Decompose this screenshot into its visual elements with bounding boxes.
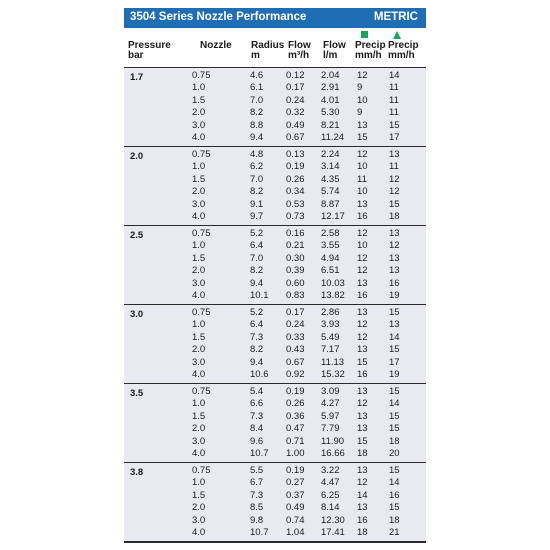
precip-square-cell: 13 [357, 502, 368, 514]
table-row [124, 174, 426, 186]
precip-triangle-cell: 18 [389, 435, 400, 447]
precip-triangle-cell: 12 [389, 240, 400, 252]
nozzle-cell: 2.0 [192, 265, 206, 277]
radius-cell: 9.6 [250, 435, 264, 447]
radius-cell: 8.5 [250, 502, 264, 514]
radius-cell: 8.2 [250, 107, 264, 119]
radius-cell: 7.0 [250, 94, 264, 106]
nozzle-cell: 2.0 [192, 502, 206, 514]
nozzle-cell: 3.0 [192, 435, 206, 447]
precip-triangle-cell: 14 [389, 398, 400, 410]
table-row [124, 319, 426, 331]
pressure-value: 2.5 [130, 230, 144, 241]
radius-cell: 7.3 [250, 489, 264, 501]
precip-square-cell: 13 [357, 344, 368, 356]
flow-m3-cell: 0.33 [286, 331, 305, 343]
pressure-value: 2.0 [130, 151, 144, 162]
radius-cell: 10.7 [250, 527, 269, 538]
radius-cell: 8.4 [250, 423, 264, 435]
flow-m3-cell: 0.37 [286, 489, 305, 501]
flow-m3-cell: 0.16 [286, 228, 305, 239]
precip-square-cell: 12 [357, 331, 368, 343]
flow-l-cell: 11.90 [321, 435, 345, 447]
flow-m3-cell: 0.19 [286, 161, 305, 173]
flow-l-cell: 15.32 [321, 369, 345, 380]
precip-square-cell: 16 [357, 514, 368, 526]
flow-m3-cell: 0.36 [286, 410, 305, 422]
header-flow-m3 [288, 41, 311, 61]
precip-triangle-cell: 21 [389, 527, 400, 538]
nozzle-cell: 3.0 [192, 277, 206, 289]
table-row [124, 465, 426, 477]
precip-triangle-cell: 14 [389, 331, 400, 343]
precip-square-cell: 16 [357, 211, 368, 222]
precip-square-cell: 15 [357, 356, 368, 368]
nozzle-cell: 1.5 [192, 94, 206, 106]
flow-l-cell: 16.66 [321, 448, 345, 459]
table-row [124, 344, 426, 356]
unit-label: METRIC [373, 11, 418, 23]
flow-m3-cell: 0.21 [286, 240, 305, 252]
flow-m3-cell: 0.26 [286, 173, 305, 185]
nozzle-cell: 2.0 [192, 186, 206, 198]
table-row [124, 199, 426, 211]
flow-l-cell: 4.27 [321, 398, 340, 410]
radius-cell: 9.4 [250, 277, 264, 289]
flow-l-cell: 7.79 [321, 423, 340, 435]
flow-m3-cell: 0.39 [286, 265, 305, 277]
precip-triangle-cell: 17 [389, 132, 400, 143]
precip-square-cell: 10 [357, 240, 368, 252]
precip-square-cell: 13 [357, 119, 368, 131]
header-precip-square-label: Precip [355, 40, 386, 51]
precip-triangle-cell: 15 [389, 198, 400, 210]
table-row [124, 448, 426, 460]
nozzle-cell: 3.0 [192, 356, 206, 368]
table-row [124, 107, 426, 119]
precip-square-cell: 11 [357, 173, 367, 185]
precip-triangle-cell: 13 [389, 149, 400, 160]
table-row [124, 332, 426, 344]
radius-cell: 6.1 [250, 82, 264, 94]
flow-l-cell: 8.14 [321, 502, 340, 514]
table-row [124, 70, 426, 82]
flow-m3-cell: 0.71 [286, 435, 305, 447]
flow-m3-cell: 0.43 [286, 344, 305, 356]
precip-triangle-cell: 11 [389, 161, 399, 173]
radius-cell: 8.2 [250, 344, 264, 356]
radius-cell: 6.2 [250, 161, 264, 173]
flow-l-cell: 6.25 [321, 489, 340, 501]
flow-l-cell: 8.21 [321, 119, 340, 131]
flow-l-cell: 3.22 [321, 465, 340, 476]
precip-square-cell: 13 [357, 277, 368, 289]
precip-square-cell: 15 [357, 435, 368, 447]
table-row [124, 82, 426, 94]
table-row [124, 290, 426, 302]
radius-cell: 9.8 [250, 514, 264, 526]
radius-cell: 9.4 [250, 356, 264, 368]
header-pressure [128, 41, 171, 61]
nozzle-cell: 3.0 [192, 119, 206, 131]
precip-square-cell: 12 [357, 228, 368, 239]
precip-triangle-cell: 11 [389, 94, 399, 106]
flow-l-cell: 3.09 [321, 386, 340, 397]
flow-m3-cell: 0.49 [286, 119, 305, 131]
nozzle-cell: 4.0 [192, 527, 206, 538]
pressure-group [124, 146, 426, 225]
flow-l-cell: 11.13 [321, 356, 345, 368]
header-nozzle: Nozzle [200, 40, 232, 51]
pressure-value: 3.5 [130, 388, 144, 399]
table-row [124, 186, 426, 198]
flow-m3-cell: 0.12 [286, 70, 305, 81]
square-icon [361, 31, 368, 38]
flow-l-cell: 3.55 [321, 240, 340, 252]
nozzle-cell: 1.5 [192, 252, 206, 264]
precip-square-cell: 16 [357, 369, 368, 380]
radius-cell: 7.3 [250, 331, 264, 343]
precip-triangle-cell: 18 [389, 514, 400, 526]
precip-square-cell: 18 [357, 448, 368, 459]
pressure-group [124, 225, 426, 304]
precip-triangle-cell: 11 [389, 107, 399, 119]
radius-cell: 4.6 [250, 70, 264, 81]
precip-triangle-cell: 19 [389, 369, 400, 380]
radius-cell: 10.6 [250, 369, 269, 380]
precip-triangle-cell: 11 [389, 82, 399, 94]
flow-l-cell: 6.51 [321, 265, 340, 277]
header-precip-triangle-label: Precip [388, 40, 419, 51]
title-bar [124, 8, 426, 28]
table-row [124, 132, 426, 144]
table-row [124, 307, 426, 319]
flow-m3-cell: 0.67 [286, 132, 305, 143]
flow-m3-cell: 0.19 [286, 386, 305, 397]
radius-cell: 10.7 [250, 448, 269, 459]
precip-triangle-cell: 15 [389, 423, 400, 435]
radius-cell: 7.0 [250, 252, 264, 264]
radius-cell: 8.8 [250, 119, 264, 131]
precip-square-cell: 13 [357, 423, 368, 435]
pressure-group [124, 67, 426, 146]
nozzle-cell: 2.0 [192, 423, 206, 435]
precip-triangle-cell: 16 [389, 489, 400, 501]
flow-m3-cell: 0.92 [286, 369, 305, 380]
precip-triangle-cell: 15 [389, 307, 400, 318]
nozzle-cell: 0.75 [192, 307, 211, 318]
flow-l-cell: 4.47 [321, 477, 340, 489]
header-precip-square [355, 41, 386, 61]
precip-square-cell: 15 [357, 132, 368, 143]
precip-square-cell: 12 [357, 149, 368, 160]
precip-triangle-cell: 13 [389, 252, 400, 264]
precip-square-cell: 12 [357, 70, 368, 81]
header-radius-label: Radius [251, 40, 285, 51]
header-precip-triangle-unit: mm/h [388, 50, 415, 61]
flow-m3-cell: 0.24 [286, 319, 305, 331]
precip-triangle-cell: 18 [389, 211, 400, 222]
nozzle-cell: 1.5 [192, 331, 206, 343]
pressure-group [124, 383, 426, 462]
radius-cell: 8.2 [250, 265, 264, 277]
radius-cell: 8.2 [250, 186, 264, 198]
table-row [124, 120, 426, 132]
flow-l-cell: 3.14 [321, 161, 340, 173]
precip-square-cell: 12 [357, 265, 368, 277]
header-flow-l [323, 41, 346, 61]
table-title: 3504 Series Nozzle Performance [130, 11, 307, 23]
precip-square-cell: 13 [357, 465, 368, 476]
flow-m3-cell: 0.17 [286, 307, 305, 318]
header-flow-m3-unit: m³/h [288, 50, 310, 61]
nozzle-cell: 3.0 [192, 198, 206, 210]
flow-l-cell: 12.17 [321, 211, 345, 222]
table-row [124, 423, 426, 435]
table-row [124, 477, 426, 489]
precip-square-cell: 18 [357, 527, 368, 538]
table-row [124, 369, 426, 381]
precip-square-cell: 14 [357, 489, 368, 501]
flow-m3-cell: 0.60 [286, 277, 305, 289]
flow-m3-cell: 0.83 [286, 290, 305, 301]
pressure-group [124, 304, 426, 383]
flow-l-cell: 10.03 [321, 277, 345, 289]
triangle-icon [393, 31, 401, 39]
flow-m3-cell: 0.67 [286, 356, 305, 368]
precip-square-cell: 13 [357, 410, 368, 422]
flow-l-cell: 2.24 [321, 149, 340, 160]
nozzle-cell: 1.5 [192, 410, 206, 422]
precip-triangle-cell: 13 [389, 265, 400, 277]
table-row [124, 149, 426, 161]
radius-cell: 6.7 [250, 477, 264, 489]
flow-l-cell: 4.01 [321, 94, 340, 106]
header-pressure-label: Pressure [128, 40, 171, 51]
nozzle-cell: 0.75 [192, 70, 211, 81]
table-row [124, 515, 426, 527]
flow-l-cell: 3.93 [321, 319, 340, 331]
radius-cell: 6.4 [250, 319, 264, 331]
nozzle-cell: 1.0 [192, 240, 206, 252]
precip-triangle-cell: 14 [389, 477, 400, 489]
table-row [124, 240, 426, 252]
table-row [124, 265, 426, 277]
precip-triangle-cell: 15 [389, 502, 400, 514]
precip-triangle-cell: 17 [389, 356, 400, 368]
pressure-value: 3.0 [130, 309, 144, 320]
flow-l-cell: 2.58 [321, 228, 340, 239]
precip-triangle-cell: 15 [389, 410, 400, 422]
header-flow-l-label: Flow [323, 40, 346, 51]
nozzle-cell: 4.0 [192, 211, 206, 222]
header-radius [251, 41, 284, 61]
header-radius-unit: m [251, 50, 260, 61]
flow-m3-cell: 0.32 [286, 107, 305, 119]
nozzle-cell: 1.0 [192, 82, 206, 94]
flow-m3-cell: 0.13 [286, 149, 305, 160]
table-row [124, 278, 426, 290]
radius-cell: 5.4 [250, 386, 264, 397]
header-flow-l-unit: l/m [323, 50, 338, 61]
nozzle-cell: 4.0 [192, 132, 206, 143]
flow-m3-cell: 0.26 [286, 398, 305, 410]
flow-l-cell: 17.41 [321, 527, 345, 538]
precip-triangle-cell: 15 [389, 344, 400, 356]
flow-l-cell: 5.74 [321, 186, 340, 198]
precip-square-cell: 13 [357, 198, 368, 210]
flow-l-cell: 2.04 [321, 70, 340, 81]
header-precip-triangle [388, 41, 419, 61]
precip-square-cell: 13 [357, 307, 368, 318]
column-headers [124, 28, 426, 67]
flow-m3-cell: 1.04 [286, 527, 305, 538]
flow-l-cell: 5.30 [321, 107, 340, 119]
precip-square-cell: 10 [357, 186, 368, 198]
flow-l-cell: 11.24 [321, 132, 345, 143]
table-row [124, 211, 426, 223]
pressure-group [124, 462, 426, 541]
flow-l-cell: 4.94 [321, 252, 340, 264]
table-row [124, 357, 426, 369]
nozzle-cell: 2.0 [192, 344, 206, 356]
table-row [124, 386, 426, 398]
precip-triangle-cell: 19 [389, 290, 400, 301]
flow-l-cell: 7.17 [321, 344, 340, 356]
radius-cell: 7.3 [250, 410, 264, 422]
nozzle-cell: 1.0 [192, 319, 206, 331]
radius-cell: 5.5 [250, 465, 264, 476]
flow-m3-cell: 0.49 [286, 502, 305, 514]
precip-square-cell: 10 [357, 161, 368, 173]
flow-m3-cell: 0.30 [286, 252, 305, 264]
header-flow-m3-label: Flow [288, 40, 311, 51]
nozzle-cell: 4.0 [192, 448, 206, 459]
table-row [124, 502, 426, 514]
precip-triangle-cell: 15 [389, 465, 400, 476]
nozzle-cell: 0.75 [192, 386, 211, 397]
table-row [124, 490, 426, 502]
flow-l-cell: 5.49 [321, 331, 340, 343]
radius-cell: 5.2 [250, 307, 264, 318]
flow-m3-cell: 0.19 [286, 465, 305, 476]
nozzle-cell: 4.0 [192, 290, 206, 301]
flow-l-cell: 5.97 [321, 410, 340, 422]
radius-cell: 6.6 [250, 398, 264, 410]
precip-triangle-cell: 15 [389, 119, 400, 131]
precip-square-cell: 12 [357, 398, 368, 410]
radius-cell: 7.0 [250, 173, 264, 185]
precip-triangle-cell: 20 [389, 448, 400, 459]
nozzle-performance-table [124, 8, 426, 543]
precip-square-cell: 10 [357, 94, 368, 106]
nozzle-cell: 1.0 [192, 398, 206, 410]
precip-triangle-cell: 12 [389, 173, 400, 185]
table-row [124, 253, 426, 265]
nozzle-cell: 1.5 [192, 489, 206, 501]
table-row [124, 527, 426, 539]
flow-l-cell: 2.91 [321, 82, 340, 94]
radius-cell: 6.4 [250, 240, 264, 252]
flow-m3-cell: 0.47 [286, 423, 305, 435]
radius-cell: 4.8 [250, 149, 264, 160]
nozzle-cell: 1.0 [192, 477, 206, 489]
flow-l-cell: 12.30 [321, 514, 345, 526]
radius-cell: 9.7 [250, 211, 264, 222]
pressure-value: 1.7 [130, 72, 144, 83]
table-row [124, 95, 426, 107]
table-body [124, 67, 426, 541]
precip-square-cell: 12 [357, 477, 368, 489]
header-precip-square-unit: mm/h [355, 50, 382, 61]
flow-l-cell: 2.86 [321, 307, 340, 318]
flow-m3-cell: 0.34 [286, 186, 305, 198]
radius-cell: 10.1 [250, 290, 269, 301]
nozzle-cell: 0.75 [192, 149, 211, 160]
flow-m3-cell: 0.74 [286, 514, 305, 526]
flow-m3-cell: 0.53 [286, 198, 305, 210]
precip-square-cell: 12 [357, 319, 368, 331]
nozzle-cell: 0.75 [192, 228, 211, 239]
table-row [124, 436, 426, 448]
flow-m3-cell: 0.73 [286, 211, 305, 222]
flow-m3-cell: 0.27 [286, 477, 305, 489]
nozzle-cell: 3.0 [192, 514, 206, 526]
precip-triangle-cell: 12 [389, 186, 400, 198]
precip-square-cell: 9 [357, 107, 363, 119]
precip-square-cell: 13 [357, 386, 368, 397]
flow-m3-cell: 1.00 [286, 448, 305, 459]
table-row [124, 411, 426, 423]
flow-m3-cell: 0.17 [286, 82, 305, 94]
table-bottom-rule [124, 541, 426, 543]
flow-l-cell: 8.87 [321, 198, 340, 210]
nozzle-cell: 1.5 [192, 173, 206, 185]
table-row [124, 161, 426, 173]
precip-triangle-cell: 13 [389, 319, 400, 331]
nozzle-cell: 4.0 [192, 369, 206, 380]
precip-triangle-cell: 13 [389, 228, 400, 239]
radius-cell: 9.1 [250, 198, 264, 210]
radius-cell: 5.2 [250, 228, 264, 239]
table-row [124, 398, 426, 410]
flow-m3-cell: 0.24 [286, 94, 305, 106]
nozzle-cell: 0.75 [192, 465, 211, 476]
nozzle-cell: 2.0 [192, 107, 206, 119]
header-pressure-unit: bar [128, 50, 144, 61]
precip-square-cell: 12 [357, 252, 368, 264]
precip-triangle-cell: 14 [389, 70, 400, 81]
precip-square-cell: 16 [357, 290, 368, 301]
precip-triangle-cell: 15 [389, 386, 400, 397]
radius-cell: 9.4 [250, 132, 264, 143]
flow-l-cell: 13.82 [321, 290, 345, 301]
table-row [124, 228, 426, 240]
precip-square-cell: 9 [357, 82, 363, 94]
pressure-value: 3.8 [130, 467, 144, 478]
precip-triangle-cell: 16 [389, 277, 400, 289]
flow-l-cell: 4.35 [321, 173, 340, 185]
nozzle-cell: 1.0 [192, 161, 206, 173]
